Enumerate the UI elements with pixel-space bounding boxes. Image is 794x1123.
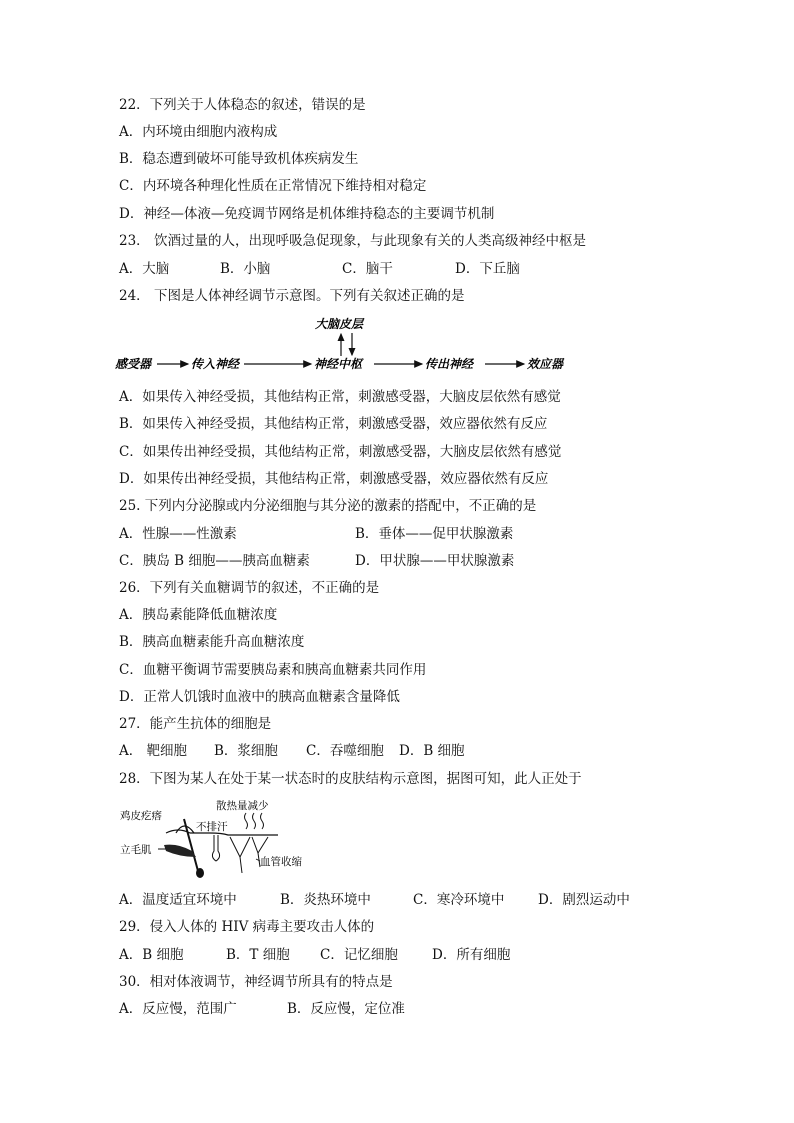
q28-option-a: A．温度适宜环境中 <box>119 892 237 908</box>
q26-stem: 26．下列有关血糖调节的叙述，不正确的是 <box>119 580 380 596</box>
q29-option-b: B．T 细胞 <box>226 947 290 963</box>
q25-option-c: C．胰岛 B 细胞——胰高血糖素 <box>119 553 310 569</box>
goosebump <box>176 826 194 833</box>
skin-structure-diagram <box>118 797 338 879</box>
q22-option-c: C．内环境各种理化性质在正常情况下维持相对稳定 <box>119 178 427 194</box>
hair-bulb <box>196 868 204 878</box>
q29-option-a: A．B 细胞 <box>119 947 184 963</box>
label-effector: 效应器 <box>527 357 564 371</box>
q28-option-d: D．剧烈运动中 <box>538 892 630 908</box>
q24-option-b: B．如果传入神经受损，其他结构正常，刺激感受器，效应器依然有反应 <box>119 416 548 432</box>
q29-stem: 29．侵入人体的 HIV 病毒主要攻击人体的 <box>119 919 375 935</box>
heat-wave-1 <box>245 813 248 829</box>
q26-option-d: D．正常人饥饿时血液中的胰高血糖素含量降低 <box>119 689 400 705</box>
q23-stem: 23． 饮酒过量的人，出现呼吸急促现象，与此现象有关的人类高级神经中枢是 <box>119 233 586 249</box>
q24-option-d: D．如果传出神经受损，其他结构正常，刺激感受器，效应器依然有反应 <box>119 471 549 487</box>
q22-option-b: B．稳态遭到破坏可能导致机体疾病发生 <box>119 151 359 167</box>
label-afferent: 传入神经 <box>191 357 240 371</box>
q25-stem: 25. 下列内分泌腺或内分泌细胞与其分泌的激素的搭配中，不正确的是 <box>119 498 537 514</box>
q22-stem: 22．下列关于人体稳态的叙述，错误的是 <box>119 97 366 113</box>
q25-option-d: D．甲状腺——甲状腺激素 <box>355 553 515 569</box>
heat-wave-2 <box>253 813 256 829</box>
q29-option-c: C．记忆细胞 <box>320 947 398 963</box>
q28-option-c: C．寒冷环境中 <box>413 892 505 908</box>
q29-option-d: D．所有细胞 <box>432 947 511 963</box>
q22-option-a: A．内环境由细胞内液构成 <box>119 124 278 140</box>
label-cortex: 大脑皮层 <box>315 317 364 331</box>
q24-option-a: A．如果传入神经受损，其他结构正常，刺激感受器，大脑皮层依然有感觉 <box>119 389 561 405</box>
q27-option-b: B．浆细胞 <box>214 743 278 759</box>
q27-option-d: D．B 细胞 <box>399 743 465 759</box>
q23-option-d: D．下丘脑 <box>455 261 520 277</box>
label-muscle: 立毛肌 <box>120 844 152 856</box>
label-vessel: 血管收缩 <box>260 856 302 868</box>
heat-wave-3 <box>261 813 264 829</box>
q30-option-b: B．反应慢，定位准 <box>287 1001 405 1017</box>
q28-option-b: B．炎热环境中 <box>280 892 371 908</box>
label-center: 神经中枢 <box>314 357 363 371</box>
q28-stem: 28．下图为某人在处于某一状态时的皮肤结构示意图，据图可知，此人正处于 <box>119 771 582 787</box>
q26-option-a: A．胰岛素能降低血糖浓度 <box>119 607 278 623</box>
q23-option-b: B．小脑 <box>220 261 271 277</box>
q25-option-b: B．垂体——促甲状腺激素 <box>355 526 514 542</box>
label-heat: 散热量减少 <box>216 800 269 812</box>
sweat-gland <box>212 835 219 861</box>
label-no-sweat: 不排汗 <box>196 821 228 833</box>
label-goosebumps: 鸡皮疙瘩 <box>120 810 162 822</box>
q23-option-a: A．大脑 <box>119 261 170 277</box>
label-efferent: 传出神经 <box>425 357 474 371</box>
q30-option-a: A．反应慢，范围广 <box>119 1001 237 1017</box>
q25-option-a: A．性腺——性激素 <box>119 526 237 542</box>
q27-option-a: A． 靶细胞 <box>119 743 188 759</box>
q24-stem: 24． 下图是人体神经调节示意图。下列有关叙述正确的是 <box>119 288 465 304</box>
nerve-reflex-diagram <box>110 312 590 374</box>
q22-option-d: D．神经—体液—免疫调节网络是机体维持稳态的主要调节机制 <box>119 206 495 222</box>
q27-stem: 27．能产生抗体的细胞是 <box>119 716 272 732</box>
q30-stem: 30．相对体液调节，神经调节所具有的特点是 <box>119 974 393 990</box>
q23-option-c: C．脑干 <box>342 261 393 277</box>
q27-option-c: C．吞噬细胞 <box>306 743 384 759</box>
label-receptor: 感受器 <box>115 357 152 371</box>
q24-option-c: C．如果传出神经受损，其他结构正常，刺激感受器，大脑皮层依然有感觉 <box>119 444 562 460</box>
q26-option-c: C．血糖平衡调节需要胰岛素和胰高血糖素共同作用 <box>119 662 427 678</box>
q26-option-b: B．胰高血糖素能升高血糖浓度 <box>119 634 305 650</box>
